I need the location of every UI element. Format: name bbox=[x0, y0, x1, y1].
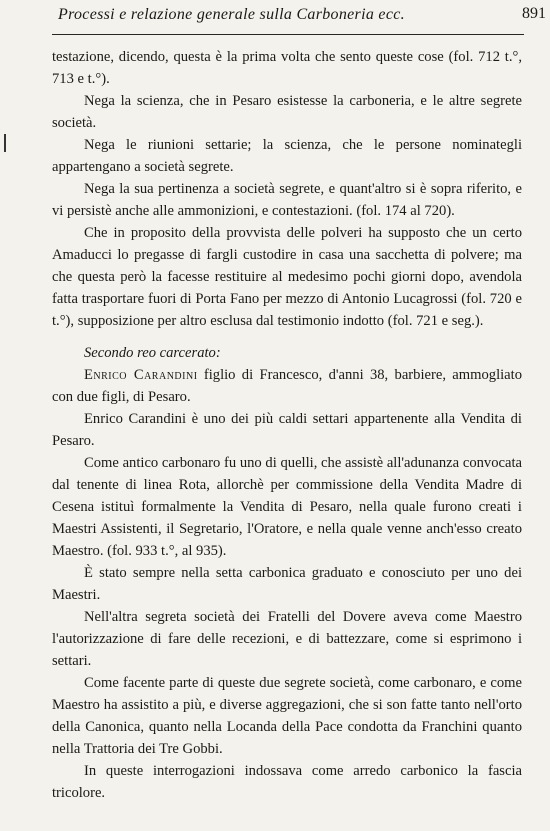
page-body bbox=[52, 46, 522, 804]
paragraph: Come facente parte di queste due segrete società, come carbonaro, e come Maestro ha assistito a più, e diverse aggregazioni, che si son fatte tanto nell'orto della Canonica, quanto nella Locanda della Pace condotta da Franchini quanto nella Trattoria dei Tre Gobbi. bbox=[52, 675, 522, 757]
paragraph: Come antico carbonaro fu uno di quelli, che assistè all'adunanza convocata dal tenente di linea Rota, allorchè per commissione della Vendita Madre di Cesena istituì formalmente la Vendita di Pesaro, nella quale furono creati i Maestri Assistenti, il Segretario, l'Oratore, e nella quale venne anch'esso creato Maestro. (fol. 933 t.°, al 935). bbox=[52, 455, 522, 559]
paragraph: Nell'altra segreta società dei Fratelli del Dovere aveva come Maestro l'autorizzazione di fare delle recezioni, e di battezzare, come si esprimono i settari. bbox=[52, 609, 522, 669]
paragraph: Che in proposito della provvista delle polveri ha supposto che un certo Amaducci lo pregasse di fargli custodire in casa una sacchetta di polvere; ma che questa però la facesse restituire al medesimo pochi giorni dopo, avendola fatta trasportare fuori di Porta Fano per mezzo di Antonio Lucagrossi (fol. 720 e t.°), supposizione per altro esclusa dal testimonio indotto (fol. 721 e seg.). bbox=[52, 225, 522, 329]
paragraph: Enrico Carandini è uno dei più caldi settari appartenente alla Vendita di Pesaro. bbox=[52, 411, 522, 449]
defendant-details: figlio di Francesco, d'anni 38, barbiere, ammogliato con due figli, di Pesaro. bbox=[52, 367, 523, 405]
paragraph: In queste interrogazioni indossava come arredo carbonico la fascia tricolore. bbox=[52, 763, 522, 801]
paragraph: Nega la sua pertinenza a società segrete, e quant'altro si è sopra riferito, e vi persistè anche alle ammonizioni, e contestazioni. (fol. 174 al 720). bbox=[52, 181, 522, 219]
paragraph-continued: testazione, dicendo, questa è la prima volta che sento queste cose (fol. 712 t.°, 713 e t.°). bbox=[52, 49, 522, 87]
running-head-title: Processi e relazione generale sulla Carboneria ecc. bbox=[58, 6, 405, 23]
defendant-name: Enrico Carandini bbox=[84, 367, 198, 383]
page-number: 891 bbox=[522, 5, 546, 22]
defendant-intro bbox=[52, 364, 522, 408]
section-title: Secondo reo carcerato: bbox=[84, 345, 221, 361]
paragraph: Nega le riunioni settarie; la scienza, che le persone nominategli appartengano a società segrete. bbox=[52, 137, 522, 175]
margin-mark bbox=[4, 134, 6, 152]
paragraph: È stato sempre nella setta carbonica graduato e conosciuto per uno dei Maestri. bbox=[52, 565, 522, 603]
paragraph: Nega la scienza, che in Pesaro esistesse la carboneria, e le altre segrete società. bbox=[52, 93, 522, 131]
